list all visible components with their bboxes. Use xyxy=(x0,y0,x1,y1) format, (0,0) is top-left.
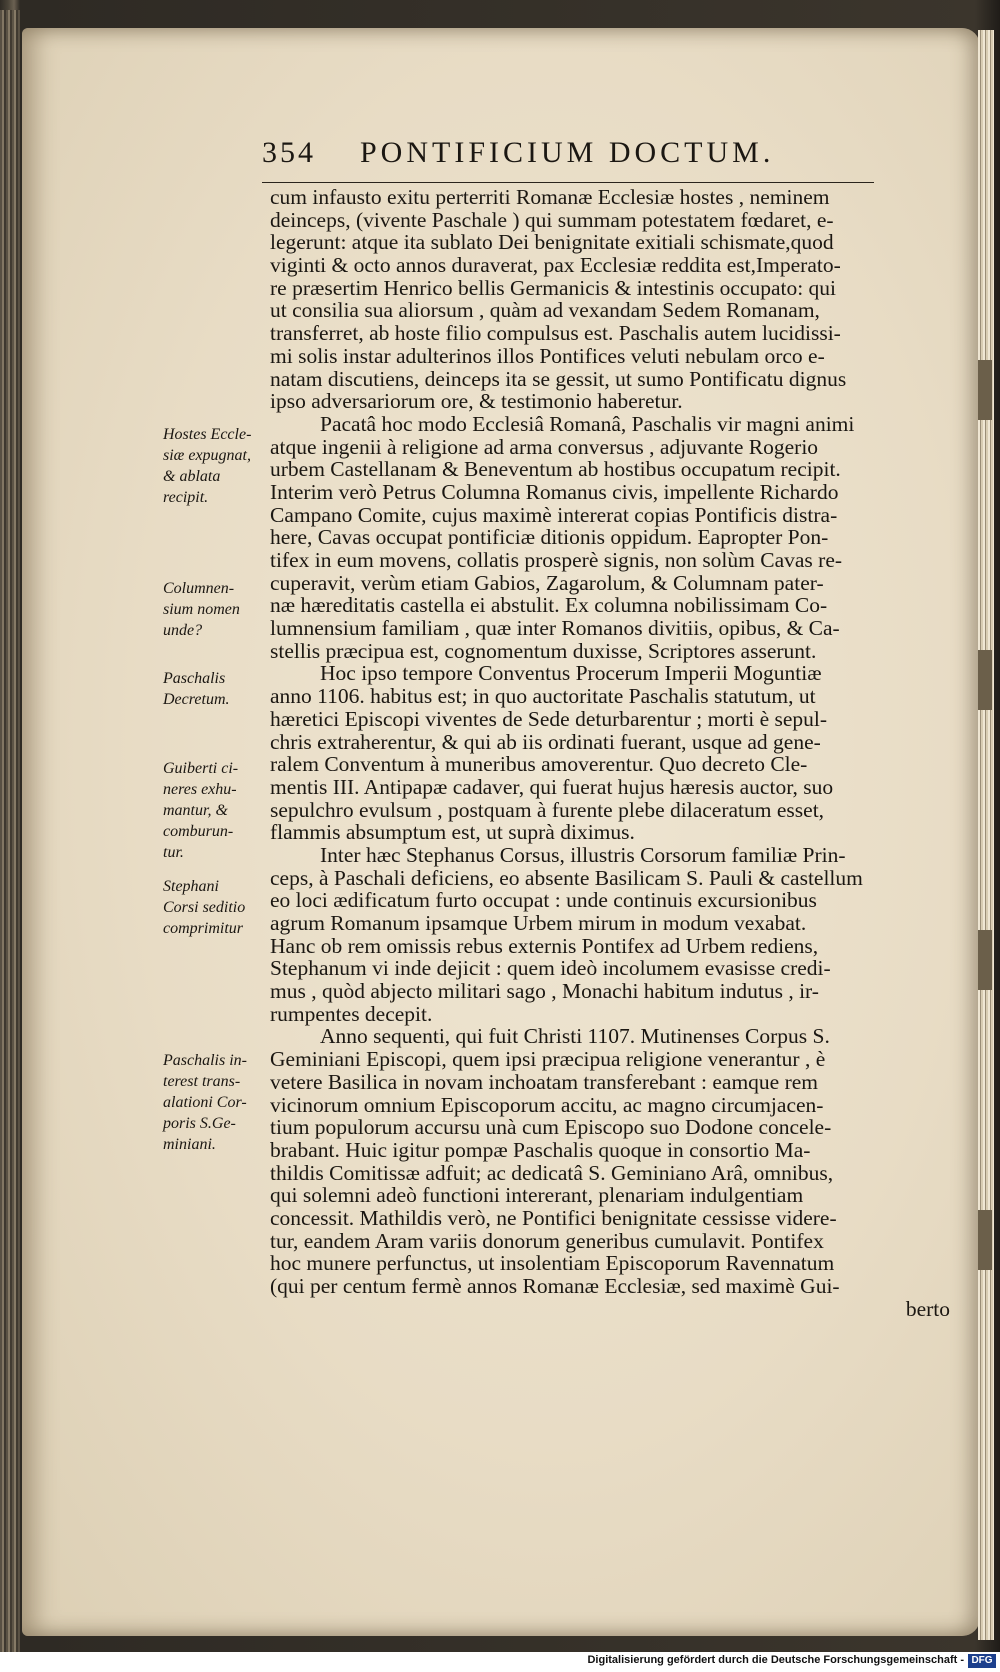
text-line: ceps, à Paschali deficiens, eo absente Basilicam S. Pauli & castellum xyxy=(270,865,863,890)
marginal-note-line: Decretum. xyxy=(163,691,230,708)
text-line: viginti & octo annos duraverat, pax Ecclesiæ reddita est,Imperato- xyxy=(270,253,841,278)
footer-credit: Digitalisierung gefördert durch die Deutsche Forschungsgemeinschaft - xyxy=(587,1654,964,1666)
text-line: Anno sequenti, qui fuit Christi 1107. Mutinenses Corpus S. xyxy=(320,1024,830,1049)
text-line: flammis absumptum est, ut suprà diximus. xyxy=(270,820,635,845)
text-line: vetere Basilica in novam inchoatam transferebant : eamque rem xyxy=(270,1069,819,1094)
text-line: Inter hæc Stephanus Corsus, illustris Corsorum familiæ Prin- xyxy=(320,842,846,867)
marginal-note xyxy=(163,578,273,641)
text-line: eo loci ædificatum furto occupat : unde continuis excursionibus xyxy=(270,888,817,913)
text-line: qui solemni adeò functioni intererant, plenariam indulgentiam xyxy=(270,1183,804,1208)
text-line: mi solis instar adulterinos illos Pontifices veluti nebulam orco e- xyxy=(270,343,825,368)
marginal-note-line: Guiberti ci- xyxy=(163,760,239,777)
text-line: sepulchro evulsum , postquam à furente plebe dilaceratum esset, xyxy=(270,797,825,822)
marginal-note xyxy=(163,876,273,939)
text-line: concessit. Mathildis verò, ne Pontifici benignitate cessisse videre- xyxy=(270,1205,837,1230)
marginal-note-line: poris S.Ge- xyxy=(163,1115,236,1132)
marginal-note xyxy=(163,668,273,710)
text-line: stellis præcipua est, cognomentum duxisse, Scriptores asserunt. xyxy=(270,638,817,663)
text-line: Interim verò Petrus Columna Romanus civis, impellente Richardo xyxy=(270,479,839,504)
page-header xyxy=(262,136,862,184)
marginal-note-line: tur. xyxy=(163,844,184,861)
text-line: transferret, ab hoste filio compulsus est. Paschalis autem lucidissi- xyxy=(270,321,841,346)
text-line: Geminiani Episcopi, quem ipsi præcipua religione venerantur , è xyxy=(270,1047,826,1072)
text-line: Stephanum vi inde dejicit : quem ideò incolumem evasisse credi- xyxy=(270,956,831,981)
text-line: hæretici Episcopi viventes de Sede deturbarentur ; morti è sepul- xyxy=(270,706,828,731)
text-line: ut consilia sua aliorsum , quàm ad vexandam Sedem Romanam, xyxy=(270,298,820,323)
text-line: agrum Romanum ipsamque Urbem mirum in modum vexabat. xyxy=(270,911,807,935)
marginal-note-line: siæ expugnat, xyxy=(163,447,251,464)
running-title: PONTIFICIUM DOCTUM. xyxy=(360,136,775,169)
text-line: (qui per centum fermè annos Romanæ Ecclesiæ, sed maximè Gui- xyxy=(270,1274,840,1298)
main-text xyxy=(270,186,950,1320)
text-line: thildis Comitissæ adfuit; ac dedicatâ S. Geminiano Arâ, omnibus, xyxy=(270,1160,834,1185)
binding-edges xyxy=(0,10,20,1660)
text-line: cum infausto exitu perterriti Romanæ Ecclesiæ hostes , neminem xyxy=(270,185,830,209)
text-line: Pacatâ hoc modo Ecclesiâ Romanâ, Paschalis vir magni animi xyxy=(320,411,855,436)
catchword: berto xyxy=(905,1296,950,1321)
marginal-note-line: unde? xyxy=(163,622,203,639)
page-number: 354 xyxy=(262,136,316,169)
text-line: natam discutiens, deinceps ita se gessit, ut sumo Pontificatu dignus xyxy=(270,366,847,391)
marginal-note xyxy=(163,424,273,508)
marginal-note-line: Stephani xyxy=(163,878,219,895)
marginal-note-line: neres exhu- xyxy=(163,781,237,798)
text-line: tium populorum accursu unà cum Episcopo suo Dodone concele- xyxy=(270,1115,832,1140)
text-line: Hanc ob rem omissis rebus externis Pontifex ad Urbem rediens, xyxy=(270,933,819,958)
text-line: Hoc ipso tempore Conventus Procerum Imperii Moguntiæ xyxy=(320,661,822,686)
marginal-note-line: Hostes Eccle- xyxy=(163,426,252,443)
marginal-note-line: Paschalis xyxy=(163,670,226,687)
text-line: atque ingenii à religione ad arma conversus , adjuvante Rogerio xyxy=(270,434,819,459)
marginal-note xyxy=(163,1050,273,1155)
text-line: re præsertim Henrico bellis Germanicis & intestinis occupato: qui xyxy=(270,275,837,300)
text-line: mus , quòd abjecto militari sago , Monachi habitum indutus , ir- xyxy=(270,979,819,1004)
text-line: mentis III. Antipapæ cadaver, qui fuerat hujus hæresis auctor, suo xyxy=(270,774,834,799)
marginal-note-line: alationi Cor- xyxy=(163,1094,247,1111)
text-line: ralem Conventum à muneribus amoverentur. Quo decreto Cle- xyxy=(270,752,808,777)
text-line: rumpentes decepit. xyxy=(270,1001,433,1026)
marginal-note-line: sium nomen xyxy=(163,601,240,618)
text-line: anno 1106. habitus est; in quo auctoritate Paschalis statutum, ut xyxy=(270,684,816,709)
marginal-note-line: mantur, & xyxy=(163,802,228,819)
text-line: tur, eandem Aram variis donorum generibus cumulavit. Pontifex xyxy=(270,1228,824,1253)
dfg-logo: DFG xyxy=(968,1654,996,1668)
text-line: here, Cavas occupat pontificiæ ditionis oppidum. Eapropter Pon- xyxy=(270,525,829,550)
text-line: chris extraherentur, & qui ab iis ordinati fuerant, usque ad gene- xyxy=(270,729,821,754)
text-line: legerunt: atque ita sublato Dei benignitate exitiali schismate,quod xyxy=(270,230,834,255)
marginal-note-line: Paschalis in- xyxy=(163,1052,247,1069)
marginal-note-line: miniani. xyxy=(163,1136,216,1153)
marginal-note-line: comprimitur xyxy=(163,920,243,937)
marginal-note-line: recipit. xyxy=(163,489,209,506)
marginal-note-line: comburun- xyxy=(163,823,234,840)
marginal-note xyxy=(163,758,273,863)
text-line: lumnensium familiam , quæ inter Romanos divitiis, opibus, & Ca- xyxy=(270,616,840,641)
marginal-note-line: Columnen- xyxy=(163,580,235,597)
text-line: vicinorum omnium Episcoporum accitu, ac magno circumjacen- xyxy=(270,1092,824,1117)
text-line: tifex in eum movens, collatis prosperè signis, non solùm Cavas re- xyxy=(270,548,843,572)
text-line: brabant. Huic igitur pompæ Paschalis quoque in consortio Ma- xyxy=(270,1137,811,1162)
text-line: deinceps, (vivente Paschale ) qui summam potestatem fœdaret, e- xyxy=(270,207,834,232)
header-rule xyxy=(262,182,874,183)
text-line: urbem Castellanam & Beneventum ab hostibus occupatum recipit. xyxy=(270,457,841,482)
page-stack-edge xyxy=(978,30,994,1640)
ruler-marks xyxy=(978,30,994,1640)
text-line: hoc munere perfunctus, ut insolentiam Episcoporum Ravennatum xyxy=(270,1251,835,1276)
text-line: ipso adversariorum ore, & testimonio haberetur. xyxy=(270,389,683,414)
marginal-note-line: & ablata xyxy=(163,468,221,485)
marginal-note-line: terest trans- xyxy=(163,1073,241,1090)
text-line: cuperavit, verùm etiam Gabios, Zagarolum, & Columnam pater- xyxy=(270,570,824,595)
text-line: Campano Comite, cujus maximè intererat copias Pontificis distra- xyxy=(270,502,838,527)
text-line: næ hæreditatis castella ei abstulit. Ex columna nobilissimam Co- xyxy=(270,593,828,618)
marginal-note-line: Corsi seditio xyxy=(163,899,246,916)
